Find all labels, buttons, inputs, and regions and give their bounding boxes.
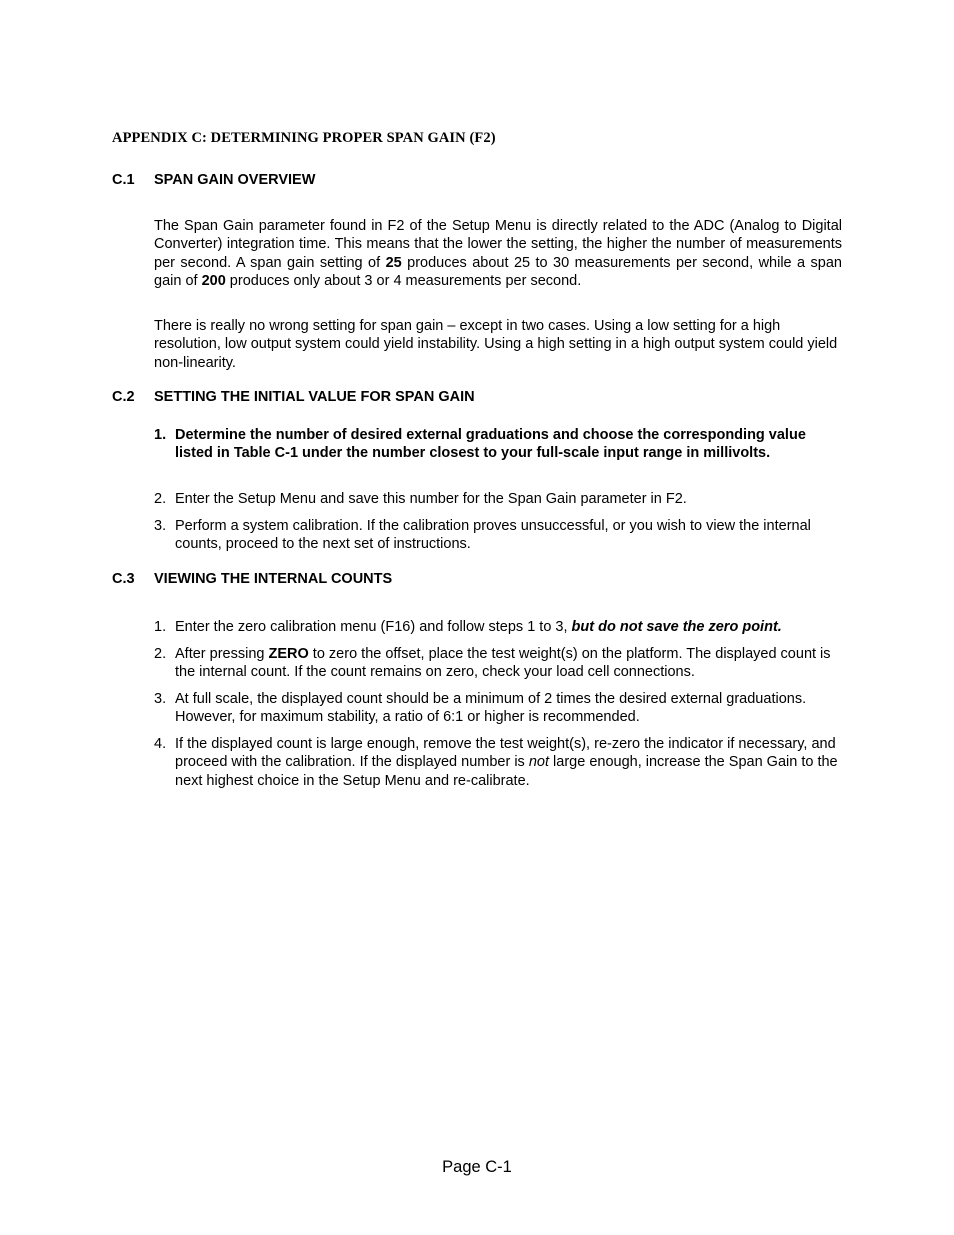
page-number: Page C-1 [442,1158,512,1176]
list-number: 1. [154,619,167,635]
list-text [175,735,842,790]
section-heading-c2 [112,389,475,405]
emphasis-text: but do not save the zero point. [571,619,782,635]
text-run: produces only about 3 or 4 measurements per second. [225,273,582,290]
list-item [154,735,842,790]
value-25: 25 [385,254,402,271]
section-title: SETTING THE INITIAL VALUE FOR SPAN GAIN [154,389,475,405]
list-item [154,490,842,508]
list-item [154,645,842,682]
list-text: At full scale, the displayed count should be a minimum of 2 times the desired external graduations. However, for maximum stability, a ratio of 6:1 or higher is recommended. [175,691,807,726]
list-item [154,426,842,463]
text-run: large enough, increase the Span Gain to the next highest choice in the Setup Menu and re-calibrate. [175,754,838,789]
emphasis-text: not [528,754,550,771]
zero-key-label: ZERO [268,646,309,662]
list-text [175,618,842,636]
section-number: C.2 [112,389,135,405]
list-item [154,517,842,554]
list-text: Determine the number of desired external graduations and choose the corresponding value listed in Table C-1 under the number closest to your full-scale input range in millivolts. [175,427,806,462]
section-number: C.3 [112,571,135,587]
list-number: 4. [154,736,167,752]
section-number: C.1 [112,172,135,188]
list-text [175,645,842,682]
text-run: If the displayed count is large enough, remove the test weight(s), re-zero the indicator if necessary, and proceed with the calibration. If the displayed number is [175,736,836,771]
text-run: The Span Gain parameter found in F2 of the Setup Menu is directly related to the ADC (Analog to Digital Converter) integration time. This means that the lower the setting, the higher the number of measurements per second. A span gain setting of [154,218,842,271]
paragraph-span-gain-overview [154,217,842,291]
list-text: Perform a system calibration. If the calibration proves unsuccessful, or you wish to view the internal counts, proceed to the next set of instructions. [175,518,811,553]
appendix-title: APPENDIX C: DETERMINING PROPER SPAN GAIN (F2) [112,130,496,146]
text-run: to zero the offset, place the test weight(s) on the platform. The displayed count is the internal count. If the count remains on zero, check your load cell connections. [175,646,831,681]
list-item [154,618,842,636]
text-run: Enter the zero calibration menu (F16) and follow steps 1 to 3, [175,619,572,635]
value-200: 200 [201,273,226,290]
paragraph-wrong-setting: There is really no wrong setting for span gain – except in two cases. Using a low setting for a high resolution, low output system could yield instability. Using a high setting in a high output system could yield non-linearity. [154,318,838,371]
list-number: 3. [154,691,167,707]
section-title: SPAN GAIN OVERVIEW [154,172,316,188]
list-number: 1. [154,427,167,443]
list-number: 2. [154,646,167,662]
section-heading-c1 [112,172,315,188]
text-run: produces about 25 to 30 measurements per second, while a span gain of [154,254,843,290]
section-title: VIEWING THE INTERNAL COUNTS [154,571,393,587]
list-number: 2. [154,491,167,507]
list-number: 3. [154,518,167,534]
section-heading-c3 [112,571,392,587]
list-item [154,690,842,727]
list-text: Enter the Setup Menu and save this number for the Span Gain parameter in F2. [175,491,687,507]
text-run: After pressing [175,646,269,662]
